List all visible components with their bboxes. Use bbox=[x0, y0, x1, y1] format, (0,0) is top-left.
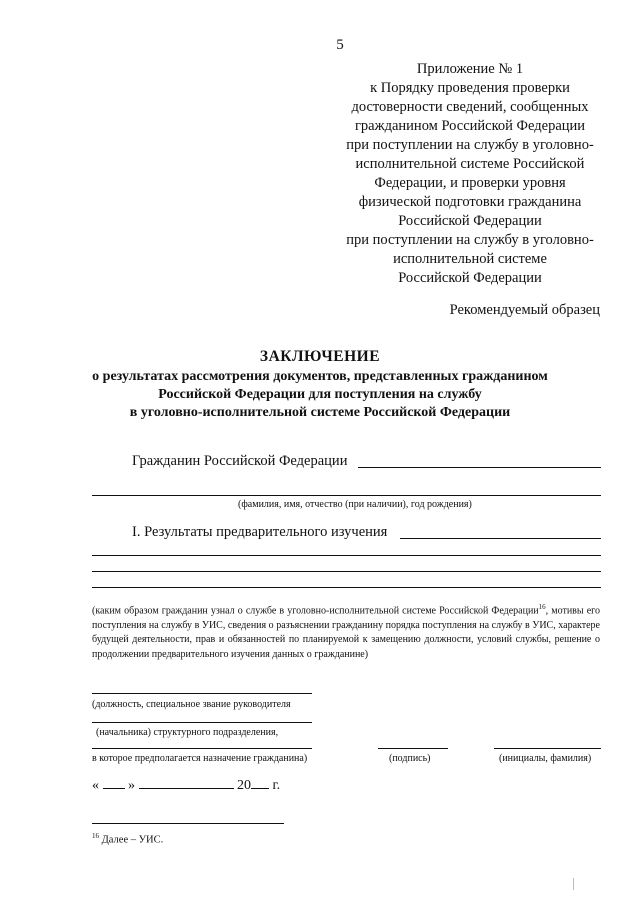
section1-label: I. Результаты предварительного изучения bbox=[132, 524, 388, 540]
appendix-line: Приложение № 1 bbox=[416, 61, 524, 77]
appendix-line: гражданином Российской Федерации bbox=[354, 118, 586, 134]
footnote-text: Далее – УИС. bbox=[99, 834, 164, 846]
footnote-number: 16 bbox=[92, 832, 99, 840]
appendix-line: достоверности сведений, сообщенных bbox=[351, 99, 589, 115]
initials-line[interactable] bbox=[494, 748, 601, 749]
month-input-line[interactable] bbox=[139, 778, 234, 789]
citizen-input-line[interactable] bbox=[358, 467, 601, 468]
year-prefix: 20 bbox=[237, 778, 251, 793]
position-hint-3: в которое предполагается назначение гражданина) bbox=[92, 753, 308, 764]
page-number: 5 bbox=[336, 37, 344, 53]
date-open-quote: « bbox=[92, 778, 99, 793]
footnote bbox=[92, 832, 163, 846]
explanation-text-start: (каким образом гражданин узнал о службе в уголовно-исполнительной системе Российской Федерации bbox=[92, 605, 539, 617]
date-close-quote: » bbox=[128, 778, 135, 793]
appendix-line: Российской Федерации bbox=[398, 213, 542, 229]
year-input-line[interactable] bbox=[251, 778, 269, 789]
appendix-line: Федерации, и проверки уровня bbox=[374, 175, 566, 191]
appendix-line: Российской Федерации bbox=[398, 270, 542, 286]
appendix-line: к Порядку проведения проверки bbox=[370, 80, 570, 96]
position-line-2[interactable] bbox=[92, 722, 312, 723]
name-hint: (фамилия, имя, отчество (при наличии), год рождения) bbox=[238, 499, 472, 510]
document-title: ЗАКЛЮЧЕНИЕ bbox=[259, 348, 381, 365]
position-line-3[interactable] bbox=[92, 748, 312, 749]
scan-speck bbox=[573, 878, 574, 890]
day-input-line[interactable] bbox=[103, 778, 125, 789]
section1-line-3[interactable] bbox=[92, 571, 601, 572]
sample-label: Рекомендуемый образец bbox=[449, 302, 600, 318]
explanation-text-end: , мотивы его поступления на службу в УИС, сведения о разъяснении гражданину порядка поступления на службу в УИС, характере будущей деятельности, прав и обязанностей по планируемой к замещению должности, условий службы, решение о продолжении предварительного изучения данных о гражданине) bbox=[92, 605, 600, 660]
section1-line-4[interactable] bbox=[92, 587, 601, 588]
appendix-line: при поступлении на службу в уголовно- bbox=[346, 232, 594, 248]
appendix-line: исполнительной системе bbox=[393, 251, 547, 267]
section1-explanation bbox=[92, 600, 600, 662]
appendix-line: при поступлении на службу в уголовно- bbox=[346, 137, 594, 153]
section1-line-2[interactable] bbox=[92, 555, 601, 556]
subtitle-line: в уголовно-исполнительной системе Российской Федерации bbox=[129, 405, 511, 420]
footnote-ref: 16 bbox=[538, 603, 546, 611]
footnote-separator bbox=[92, 823, 284, 824]
section1-input-line[interactable] bbox=[400, 538, 601, 539]
position-hint-1: (должность, специальное звание руководителя bbox=[92, 699, 291, 710]
date-row bbox=[92, 778, 280, 794]
initials-hint: (инициалы, фамилия) bbox=[499, 753, 592, 764]
subtitle-line: о результатах рассмотрения документов, представленных гражданином bbox=[92, 369, 548, 384]
appendix-line: исполнительной системе Российской bbox=[355, 156, 585, 172]
document-subtitle bbox=[40, 368, 600, 422]
appendix-line: физической подготовки гражданина bbox=[358, 194, 582, 210]
position-line-1[interactable] bbox=[92, 693, 312, 694]
signature-line[interactable] bbox=[378, 748, 448, 749]
year-suffix: г. bbox=[272, 778, 281, 793]
position-hint-2: (начальника) структурного подразделения, bbox=[96, 727, 279, 738]
signature-hint: (подпись) bbox=[389, 753, 431, 764]
citizen-name-line[interactable] bbox=[92, 495, 601, 496]
appendix-header bbox=[335, 60, 605, 288]
citizen-label: Гражданин Российской Федерации bbox=[132, 453, 348, 469]
subtitle-line: Российской Федерации для поступления на службу bbox=[158, 387, 482, 402]
